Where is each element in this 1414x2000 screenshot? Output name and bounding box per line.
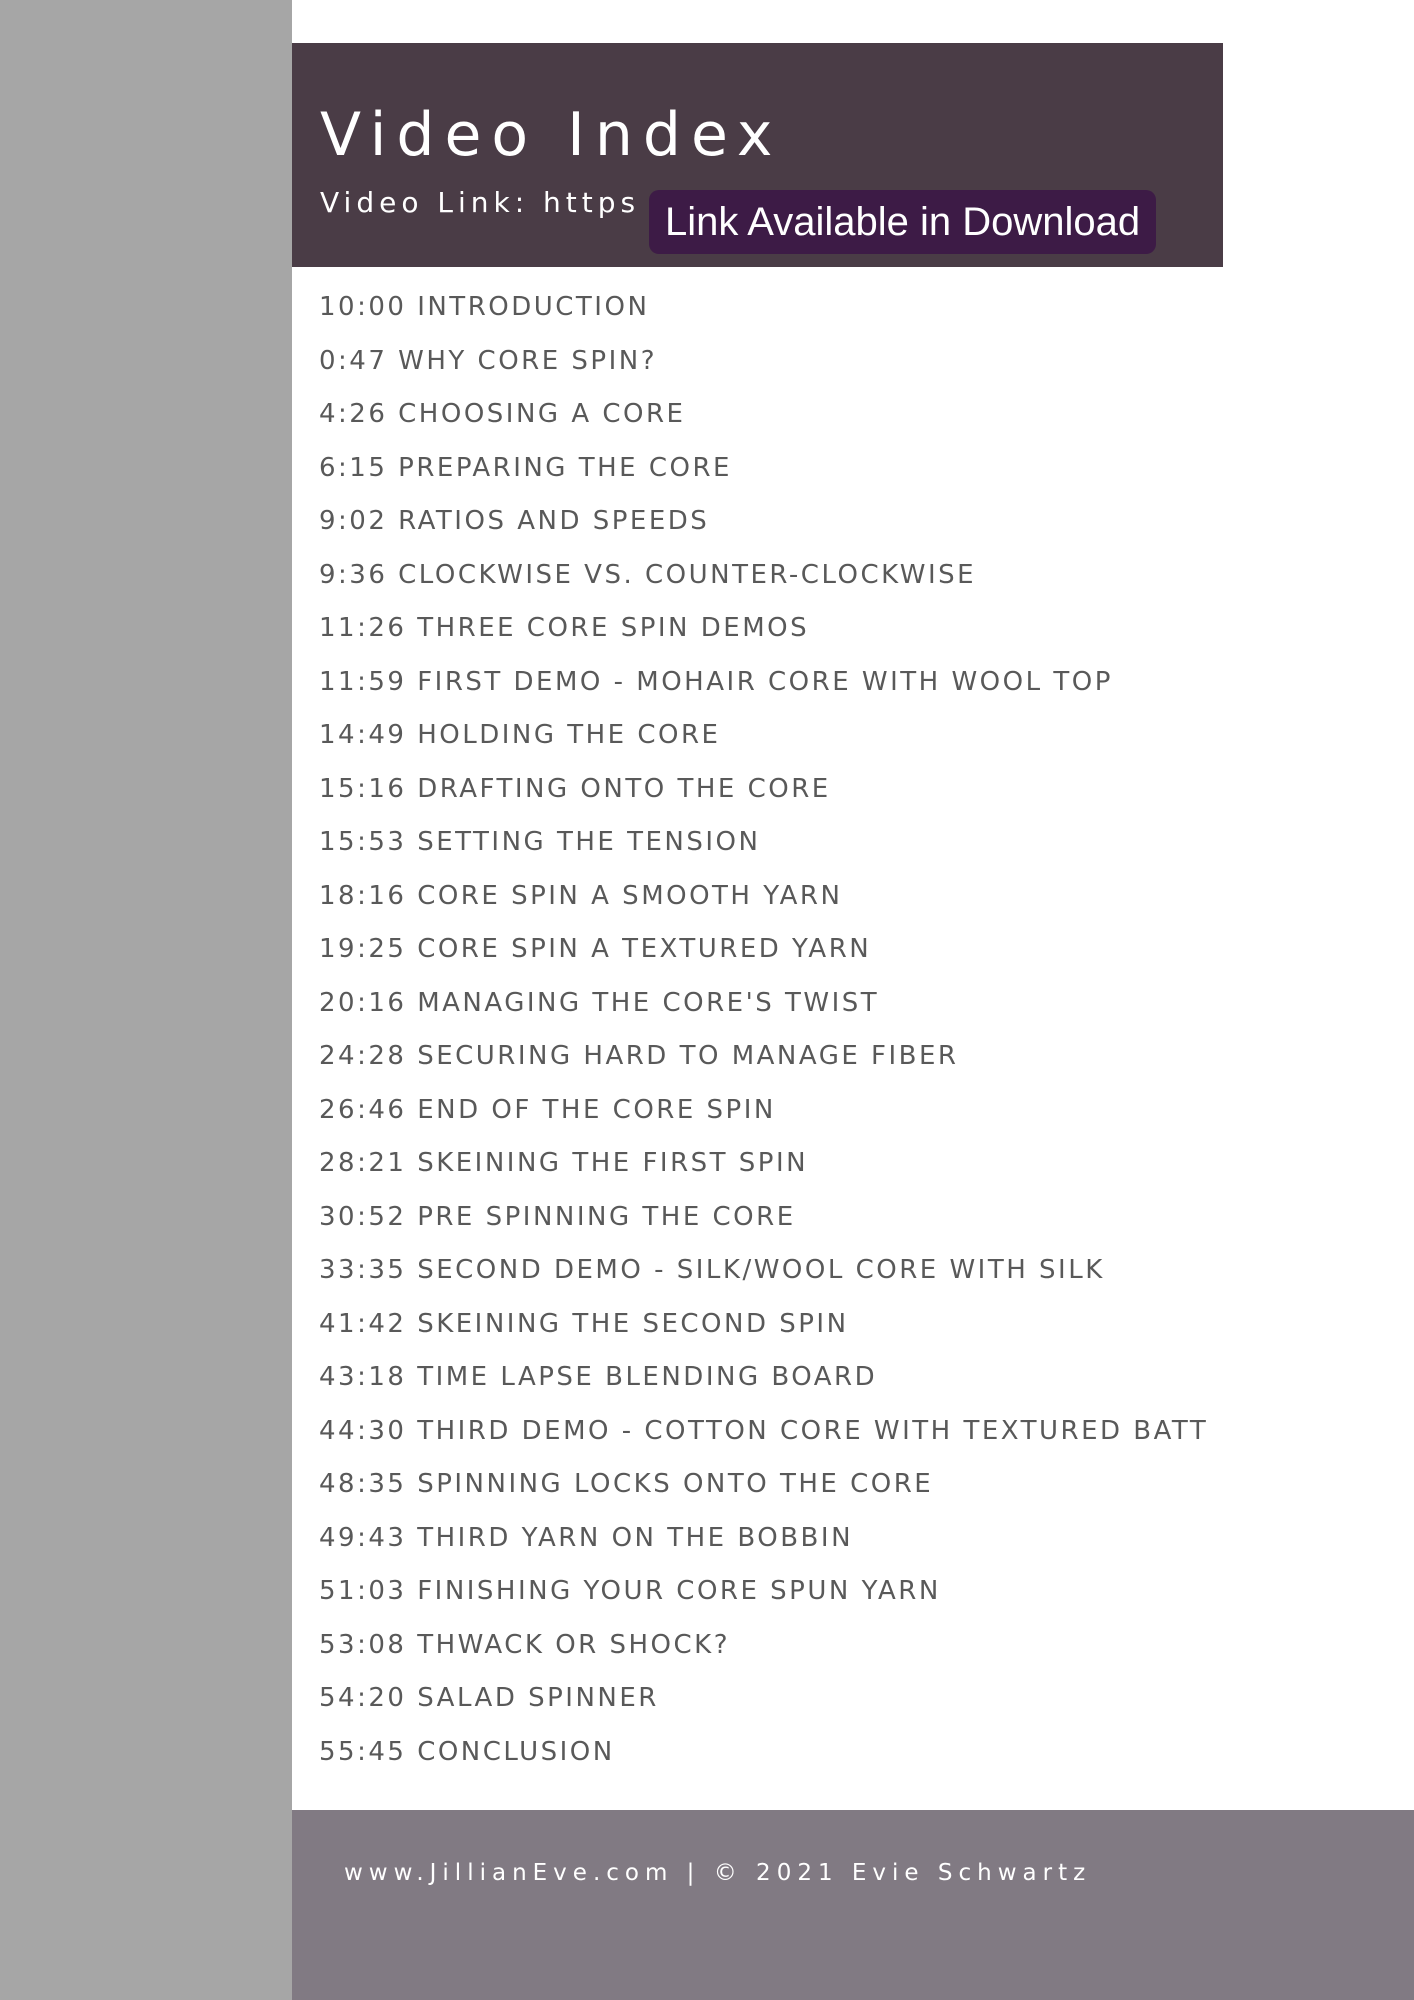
index-item: 51:03 FINISHING YOUR CORE SPUN YARN <box>319 1576 941 1606</box>
index-item: 9:36 CLOCKWISE VS. COUNTER-CLOCKWISE <box>319 559 977 590</box>
index-item: 26:46 END OF THE CORE SPIN <box>319 1094 776 1125</box>
index-item: 9:02 RATIOS AND SPEEDS <box>319 506 710 536</box>
index-item: 18:16 CORE SPIN A SMOOTH YARN <box>319 880 843 911</box>
index-item: 28:21 SKEINING THE FIRST SPIN <box>319 1148 809 1178</box>
index-item: 11:26 THREE CORE SPIN DEMOS <box>319 613 810 643</box>
video-link-label[interactable]: Video Link: https <box>320 186 641 219</box>
link-available-badge[interactable]: Link Available in Download <box>649 190 1156 254</box>
left-sidebar-bar <box>0 0 292 2000</box>
index-item: 11:59 FIRST DEMO - MOHAIR CORE WITH WOOL TOP <box>319 666 1113 697</box>
index-item: 19:25 CORE SPIN A TEXTURED YARN <box>319 934 872 964</box>
index-item: 0:47 WHY CORE SPIN? <box>319 345 658 376</box>
index-item: 41:42 SKEINING THE SECOND SPIN <box>319 1308 849 1339</box>
footer-text: www.JillianEve.com | © 2021 Evie Schwartz <box>344 1860 1092 1886</box>
index-item: 14:49 HOLDING THE CORE <box>319 720 721 750</box>
index-item: 20:16 MANAGING THE CORE'S TWIST <box>319 987 880 1018</box>
index-item: 53:08 THWACK OR SHOCK? <box>319 1629 731 1660</box>
video-index-list <box>319 287 1208 1785</box>
index-item: 15:53 SETTING THE TENSION <box>319 827 761 857</box>
index-item: 33:35 SECOND DEMO - SILK/WOOL CORE WITH SILK <box>319 1255 1105 1285</box>
index-item: 55:45 CONCLUSION <box>319 1736 615 1767</box>
header-banner <box>292 43 1223 267</box>
index-item: 15:16 DRAFTING ONTO THE CORE <box>319 773 831 804</box>
footer <box>292 1810 1414 2000</box>
index-item: 6:15 PREPARING THE CORE <box>319 452 732 483</box>
index-item: 54:20 SALAD SPINNER <box>319 1683 659 1713</box>
index-item: 43:18 TIME LAPSE BLENDING BOARD <box>319 1362 878 1392</box>
index-item: 24:28 SECURING HARD TO MANAGE FIBER <box>319 1041 959 1071</box>
index-item: 44:30 THIRD DEMO - COTTON CORE WITH TEXTURED BATT <box>319 1415 1209 1446</box>
index-item: 30:52 PRE SPINNING THE CORE <box>319 1201 796 1232</box>
index-item: 10:00 INTRODUCTION <box>319 292 650 322</box>
index-item: 48:35 SPINNING LOCKS ONTO THE CORE <box>319 1469 934 1499</box>
index-item: 4:26 CHOOSING A CORE <box>319 399 686 429</box>
index-item: 49:43 THIRD YARN ON THE BOBBIN <box>319 1522 854 1553</box>
page-title: Video Index <box>320 100 783 170</box>
